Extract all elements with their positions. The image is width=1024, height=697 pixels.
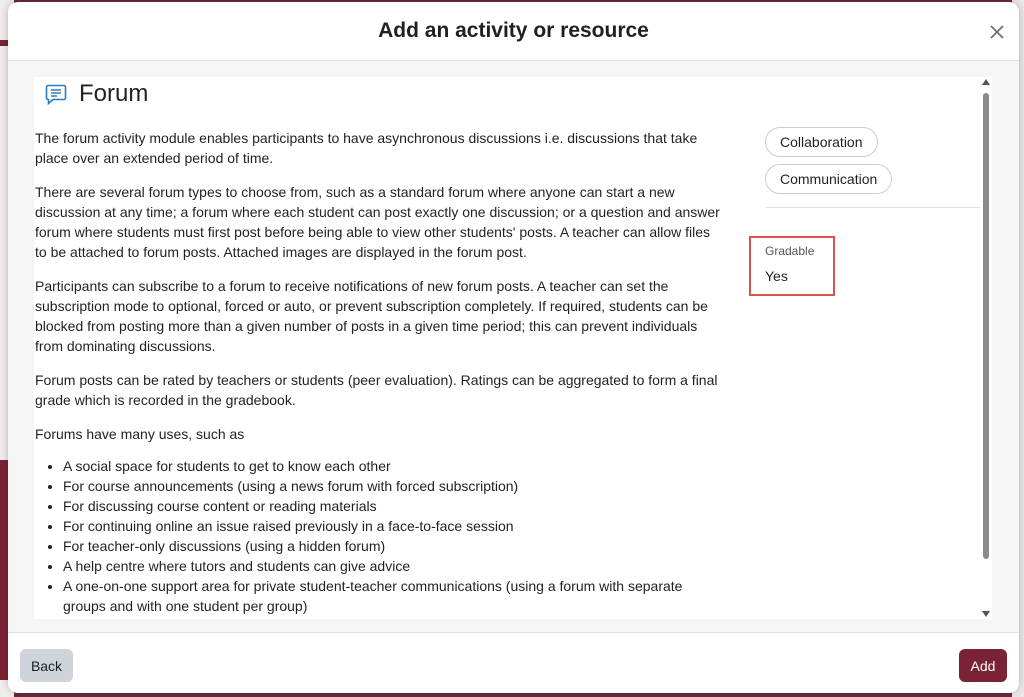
scroll-thumb[interactable] (983, 93, 989, 559)
description-paragraph: Forum posts can be rated by teachers or students (peer evaluation). Ratings can be aggregated to form a final grade which is recorded in the gradebook. (35, 372, 718, 408)
gradable-label: Gradable (765, 244, 815, 258)
content-scrollbar[interactable] (980, 79, 992, 617)
list-item: • For teacher-only discussions (using a hidden forum) (63, 536, 725, 556)
list-item: • For discussing course content or reading materials (63, 496, 725, 516)
scroll-up-arrow-icon[interactable] (982, 79, 990, 85)
sidebar-divider (765, 207, 980, 208)
list-item: • A help centre where tutors and students can give advice (63, 556, 725, 576)
activity-description (35, 128, 725, 616)
description-paragraph: Participants can subscribe to a forum to receive notifications of new forum posts. A teacher can set the subscription mode to optional, forced or auto, or prevent subscription completely. If required, students can be blocked from posting more than a given number of posts in a given time period; this can prevent individuals from dominating discussions. (35, 278, 708, 354)
modal-footer (8, 632, 1019, 693)
list-item: • A one-on-one support area for private student-teacher communications (using a forum with separate groups and with one student per group) (63, 576, 725, 616)
description-paragraph: Forums have many uses, such as (35, 426, 245, 442)
back-button[interactable]: Back (20, 649, 73, 682)
modal-title: Add an activity or resource (378, 19, 649, 42)
close-button[interactable] (985, 20, 1009, 44)
close-icon (989, 24, 1005, 40)
add-button[interactable]: Add (959, 649, 1007, 682)
list-item: • A social space for students to get to know each other (63, 456, 725, 476)
gradable-highlight (749, 236, 835, 296)
activity-sidebar (765, 127, 980, 284)
scroll-down-arrow-icon[interactable] (982, 611, 990, 617)
activity-header (44, 80, 148, 108)
description-paragraph: The forum activity module enables participants to have asynchronous discussions i.e. discussions that take place over an extended period of time. (35, 130, 698, 166)
activity-chooser-modal (8, 2, 1019, 692)
gradable-value: Yes (765, 268, 788, 284)
modal-header (8, 2, 1019, 61)
tag-communication[interactable]: Communication (765, 164, 892, 194)
uses-list (35, 456, 725, 616)
tag-collaboration[interactable]: Collaboration (765, 127, 878, 157)
description-paragraph: There are several forum types to choose from, such as a standard forum where anyone can start a new discussion at any time; a forum where each student can post exactly one discussion; or a question and answer forum where students must first post before being able to view other students' posts. A teacher can allow files to be attached to forum posts. Attached images are displayed in the forum post. (35, 184, 720, 260)
list-item: • For continuing online an issue raised previously in a face-to-face session (63, 516, 725, 536)
list-item: • For course announcements (using a news forum with forced subscription) (63, 476, 725, 496)
activity-details-panel (34, 77, 992, 619)
activity-title: Forum (79, 80, 149, 107)
forum-icon (44, 82, 68, 106)
